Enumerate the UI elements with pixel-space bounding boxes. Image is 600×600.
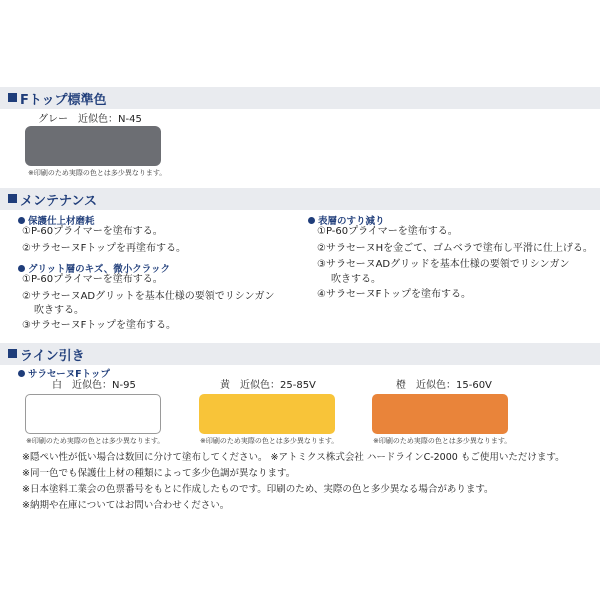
- section-marker: [8, 93, 17, 102]
- list-item: 吹きする。: [331, 274, 381, 285]
- list-item: ②サラセーヌADグリットを基本仕様の要領でリシンガン: [22, 291, 275, 302]
- list-item: ①P-60プライマーを塗布する。: [22, 274, 163, 285]
- section-title: ライン引き: [20, 349, 85, 364]
- section-marker: [8, 194, 17, 203]
- bullet-icon: [308, 217, 315, 224]
- list-item: ③サラセーヌFトップを塗布する。: [22, 320, 177, 331]
- line-swatch-label-white: 白 近似色：N-95: [52, 380, 136, 391]
- section-marker: [8, 349, 17, 358]
- section-header-maintenance: [0, 188, 600, 210]
- list-item: 吹きする。: [34, 305, 84, 316]
- footnote: ※納期や在庫についてはお問い合わせください。: [22, 500, 230, 511]
- line-sub-title: サラセーヌFトップ: [18, 366, 110, 380]
- footnote: ※隠ぺい性が低い場合は数回に分けて塗布してください。 ※アトミクス株式会社 ハードラインC-2000 もご使用いただけます。: [22, 452, 565, 463]
- bullet-icon: [18, 217, 25, 224]
- footnote: ※日本塗料工業会の色票番号をもとに作成したものです。印刷のため、実際の色と多少異なる場合があります。: [22, 484, 494, 495]
- list-item: ①P-60プライマーを塗布する。: [22, 226, 163, 237]
- line-swatch-label-orange: 橙 近似色：15-60V: [396, 380, 492, 391]
- line-swatch-label-yellow: 黄 近似色：25-85V: [220, 380, 316, 391]
- section-header-ftop: [0, 87, 600, 109]
- list-item: ①P-60プライマーを塗布する。: [317, 226, 458, 237]
- list-item: ②サラセーヌFトップを再塗布する。: [22, 243, 187, 254]
- bullet-icon: [18, 370, 25, 377]
- footnote: ※同一色でも保護仕上材の種類によって多少色調が異なります。: [22, 468, 296, 479]
- section-header-line: [0, 343, 600, 365]
- line-note-white: ※印刷のため実際の色とは多少異なります。: [26, 437, 165, 445]
- bullet-icon: [18, 265, 25, 272]
- line-swatch-yellow: [199, 394, 335, 434]
- list-item: ④サラセーヌFトップを塗布する。: [317, 289, 472, 300]
- maint-right-group1-title: 表層のすり減り: [308, 213, 385, 227]
- section-title: メンテナンス: [20, 194, 97, 209]
- maint-left-group2-title: グリット層のキズ、微小クラック: [18, 261, 170, 275]
- ftop-note: ※印刷のため実際の色とは多少異なります。: [28, 169, 167, 177]
- ftop-swatch-label: グレー 近似色：N-45: [38, 114, 142, 125]
- ftop-gray-swatch: [25, 126, 161, 166]
- maint-left-group1-title: 保護仕上材磨耗: [18, 213, 95, 227]
- list-item: ③サラセーヌADグリッドを基本仕様の要領でリシンガン: [317, 259, 570, 270]
- line-note-yellow: ※印刷のため実際の色とは多少異なります。: [200, 437, 339, 445]
- line-swatch-orange: [372, 394, 508, 434]
- line-note-orange: ※印刷のため実際の色とは多少異なります。: [373, 437, 512, 445]
- section-title: Fトップ標準色: [20, 93, 107, 108]
- list-item: ②サラセーヌHを金ごて、ゴムベラで塗布し平滑に仕上げる。: [317, 243, 593, 254]
- line-swatch-white: [25, 394, 161, 434]
